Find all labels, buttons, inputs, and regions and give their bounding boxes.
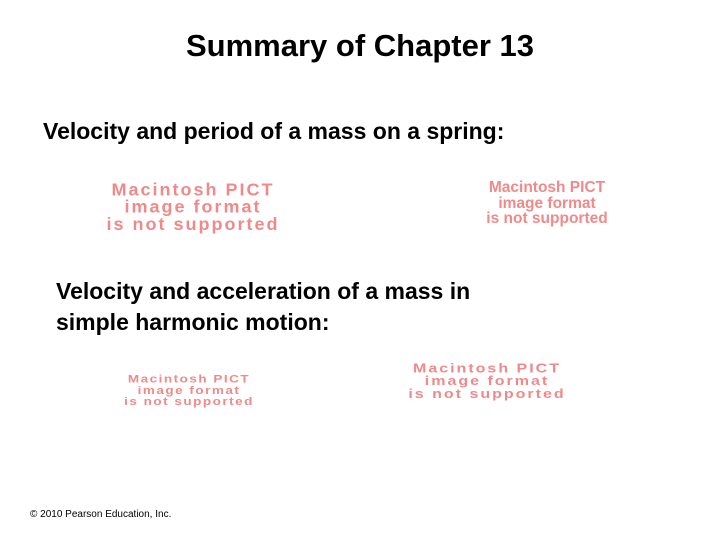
pict-placeholder-4 [358, 363, 616, 401]
slide-title: Summary of Chapter 13 [186, 28, 534, 63]
pict-placeholder-line: Macintosh PICT [488, 179, 606, 196]
pict-placeholder-line: Macintosh PICT [111, 180, 275, 200]
pict-placeholder-1 [52, 181, 334, 232]
heading-line: simple harmonic motion: [56, 309, 330, 335]
heading-velocity-period: Velocity and period of a mass on a spring: [43, 118, 505, 144]
pict-placeholder-line: is not supported [106, 214, 280, 234]
copyright-notice: © 2010 Pearson Education, Inc. [30, 509, 172, 520]
heading-line: Velocity and acceleration of a mass in [56, 278, 471, 304]
pict-placeholder-line: image format [137, 383, 241, 397]
heading-velocity-acceleration [56, 276, 470, 338]
pict-placeholder-line: is not supported [408, 387, 566, 402]
pict-placeholder-line: is not supported [486, 210, 608, 227]
pict-placeholder-3 [76, 374, 302, 407]
pict-placeholder-2 [458, 180, 636, 227]
pict-placeholder-line: Macintosh PICT [412, 362, 561, 376]
pict-placeholder-line: image format [424, 374, 550, 389]
pict-placeholder-line: image format [498, 194, 596, 212]
pict-placeholder-line: is not supported [124, 394, 254, 408]
pict-placeholder-line: image format [124, 197, 262, 217]
pict-placeholder-line: Macintosh PICT [127, 372, 251, 386]
